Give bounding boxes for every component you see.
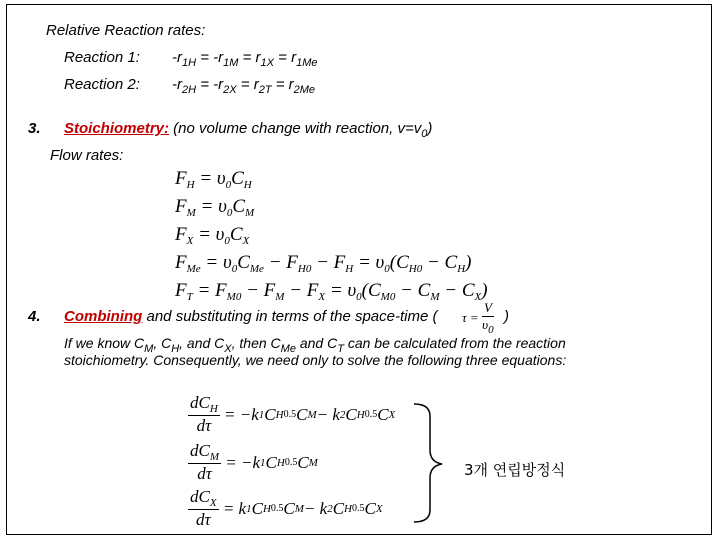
reaction-2-label: Reaction 2: [64, 76, 140, 93]
flow-eq-x: $F_X = \upsilon_0C_X$ [175, 224, 250, 247]
ode-ch: $\frac{dC_H}{d\tau}$ = −k 1 C H 0.5 C M − k 2 C H 0.5 C X [190, 393, 396, 435]
section-4-number: 4. [28, 308, 41, 325]
flow-rates-label: Flow rates: [50, 147, 124, 164]
ode-cm: $\frac{dC_M}{d\tau}$ = −k 1 C H 0.5 C M [190, 441, 318, 483]
combining-title: Combining [64, 308, 143, 325]
stoichiometry-title: Stoichiometry: [64, 120, 170, 137]
right-brace-icon [412, 402, 452, 524]
para-1: If we know $C_M$, $C_H$, and $C_X$, then $C_{Me}$ and $C_T$ can be calculated from the reaction [64, 335, 566, 355]
section-3-line: Stoichiometry: (no volume change with reaction, $v=v_0$) [64, 120, 433, 140]
space-time-close: ) [504, 308, 509, 325]
section-4-line: Combining and substituting in terms of the space-time ( [64, 308, 438, 325]
flow-eq-h: $F_H = \upsilon_0C_H$ [175, 168, 252, 191]
ode-cx: $\frac{dC_X}{d\tau}$ = k 1 C H 0.5 C M − k 2 C H 0.5 C X [190, 487, 383, 529]
simultaneous-equations-note: 3개 연립방정식 [464, 461, 566, 479]
space-time-def: τ = $\frac{V}{\upsilon_0}$ [462, 300, 494, 336]
reaction-1-rates: $-r_{1H} = -r_{1M} = r_{1X} = r_{1Me}$ [172, 49, 318, 69]
flow-eq-me: $F_{Me} = \upsilon_0C_{Me} - F_{H0} - F_H = \upsilon_0(C_{H0} - C_H)$ [175, 252, 472, 275]
flow-eq-m: $F_M = \upsilon_0C_M$ [175, 196, 255, 219]
section-3-number: 3. [28, 120, 41, 137]
para-2: stoichiometry. Consequently, we need only to solve the following three equations: [64, 352, 567, 368]
relative-rates-heading: Relative Reaction rates: [46, 22, 206, 39]
flow-eq-t: $F_T = F_{M0} - F_M - F_X = \upsilon_0(C_{M0} - C_M - C_X)$ [175, 280, 488, 303]
reaction-1-label: Reaction 1: [64, 49, 140, 66]
reaction-2-rates: $-r_{2H} = -r_{2X} = r_{2T} = r_{2Me}$ [172, 76, 316, 96]
